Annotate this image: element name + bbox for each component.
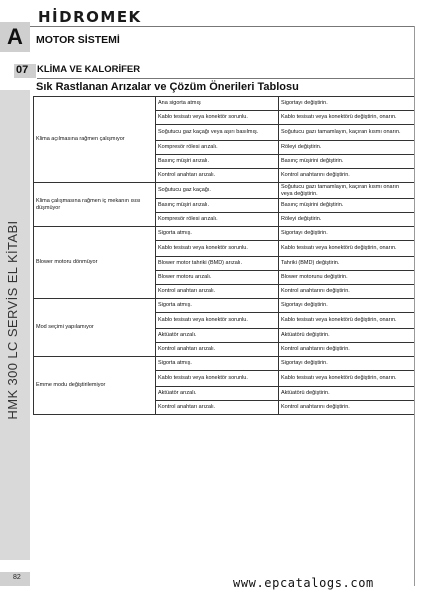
cause-cell: Ana sigorta atmış [156,97,279,111]
solution-cell: Basınç müşirini değiştirin. [279,155,415,169]
fault-cell: Emme modu değiştirilemiyor [34,357,156,415]
solution-cell: Tahriki (BMD) değiştirin. [279,257,415,271]
watermark-link[interactable]: www.epcatalogs.com [233,576,374,590]
book-title: HMK 300 LC SERVİS EL KİTABI [5,220,20,420]
cause-cell: Soğutucu gaz kaçağı. [156,183,279,199]
solution-cell: Blower motorunu değiştirin. [279,271,415,285]
cause-cell: Kontrol anahtarı arızalı. [156,285,279,299]
cause-cell: Sigorta atmış. [156,357,279,371]
fault-cell: Blower motoru dönmüyor [34,227,156,299]
brand-logo: HİDROMEK [38,8,142,26]
solution-cell: Sigortayı değiştirin. [279,97,415,111]
cause-cell: Kablo tesisatı veya konektör sorunlu. [156,371,279,387]
solution-cell: Kablo tesisatı veya konektörü değiştirin, onarın. [279,313,415,329]
cause-cell: Soğutucu gaz kaçağı veya aşırı basılmış. [156,125,279,141]
section-title: MOTOR SİSTEMİ [36,34,120,46]
table-title: Sık Rastlanan Arızalar ve Çözüm Önerileri Tablosu [36,81,299,93]
cause-cell: Aktüatör arızalı. [156,387,279,401]
solution-cell: Kontrol anahtarını değiştirin. [279,401,415,415]
solution-cell: Kontrol anahtarını değiştirin. [279,343,415,357]
cause-cell: Basınç müşiri arızalı. [156,199,279,213]
cause-cell: Basınç müşiri arızalı. [156,155,279,169]
cause-cell: Kablo tesisatı veya konektör sorunlu. [156,313,279,329]
fault-cell: Mod seçimi yapılamıyor [34,299,156,357]
solution-cell: Kablo tesisatı veya konektörü değiştirin, onarın. [279,371,415,387]
solution-cell: Kablo tesisatı veya konektörü değiştirin, onarın. [279,111,415,125]
solution-cell: Kontrol anahtarını değiştirin. [279,285,415,299]
page-number: 82 [13,574,21,581]
cause-cell: Kontrol anahtarı arızalı. [156,169,279,183]
cause-cell: Kontrol anahtarı arızalı. [156,401,279,415]
solution-cell: Sigortayı değiştirin. [279,357,415,371]
solution-cell: Aktüatörü değiştirin. [279,329,415,343]
solution-cell: Soğutucu gazı tamamlayın, kaçıran kısmı onarın. [279,125,415,141]
cause-cell: Sigorta atmış. [156,227,279,241]
troubleshooting-table [33,96,415,415]
page-edge-rule [414,26,415,586]
cause-cell: Kompresör rölesi arızalı. [156,141,279,155]
cause-cell: Kablo tesisatı veya konektör sorunlu. [156,111,279,125]
table-row [34,183,415,199]
table-row [34,227,415,241]
chapter-title: KLİMA VE KALORİFER [37,64,141,75]
solution-cell: Kablo tesisatı veya konektörü değiştirin, onarın. [279,241,415,257]
section-tab [0,22,30,52]
solution-cell: Kontrol anahtarını değiştirin. [279,169,415,183]
solution-cell: Sigortayı değiştirin. [279,227,415,241]
cause-cell: Blower motoru arızalı. [156,271,279,285]
solution-cell: Röleyi değiştirin. [279,213,415,227]
cause-cell: Kompresör rölesi arızalı. [156,213,279,227]
sidebar-band [0,90,30,560]
cause-cell: Blower motor tahriki (BMD) arızalı. [156,257,279,271]
cause-cell: Sigorta atmış. [156,299,279,313]
table-row [34,299,415,313]
chapter-rule [37,78,414,79]
fault-cell: Klima çalışmasına rağmen iç mekanın ısısı düşmüyor [34,183,156,227]
cause-cell: Kablo tesisatı veya konektör sorunlu. [156,241,279,257]
section-letter: A [7,24,23,49]
header-rule [30,26,414,27]
solution-cell: Aktüatörü değiştirin. [279,387,415,401]
solution-cell: Soğutucu gazı tamamlayın, kaçıran kısmı onarın veya değiştirin. [279,183,415,199]
cause-cell: Kontrol anahtarı arızalı. [156,343,279,357]
table-row [34,357,415,371]
table-row [34,97,415,111]
chapter-number: 07 [16,64,29,76]
solution-cell: Sigortayı değiştirin. [279,299,415,313]
solution-cell: Basınç müşirini değiştirin. [279,199,415,213]
solution-cell: Röleyi değiştirin. [279,141,415,155]
cause-cell: Aktüatör arızalı. [156,329,279,343]
fault-cell: Klima açılmasına rağmen çalışmıyor [34,97,156,183]
